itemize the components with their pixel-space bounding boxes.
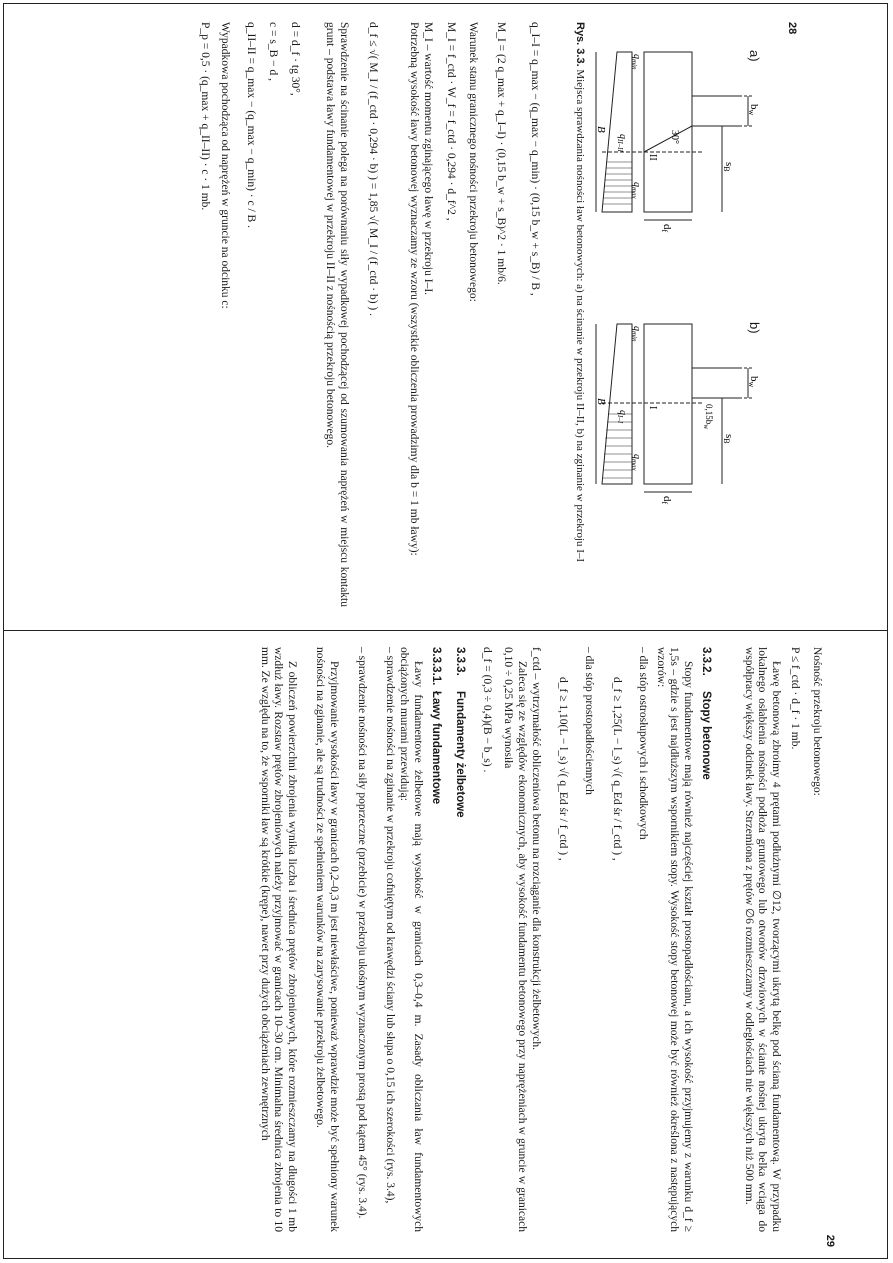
- text-pyramid-footings: – dla stóp ostrosłupowych i schodkowych: [637, 647, 649, 840]
- page-divider: [3, 630, 888, 631]
- page-29: [0, 632, 893, 1262]
- figure-caption: [573, 22, 586, 597]
- formula-df: d_f ≤ √( M_I / (f_ctd · 0,294 · b) ) = 1,85 √( M_I / (f_ctd · b) ) .: [367, 22, 379, 317]
- dim-B-a: B: [595, 126, 607, 133]
- figure-3-3: [592, 22, 762, 622]
- formula-q-II-II: q_II–II = q_max − (q_max − q_min) · c / B .: [245, 22, 257, 228]
- text-economic: Zaleca się ze względów ekonomicznych, aby wysokość fundamentu betonowego przy naprężeniach w gruncie w granicach 0,10 ÷ 0,25 MPa wynosiła: [502, 647, 528, 1232]
- formula-df-pyramid: d_f ≥ 1,25(L − l_s) √( q_Ed śr / f_ctd ) ,: [611, 677, 623, 861]
- heading-number: 3.3.3.: [454, 647, 466, 676]
- label-qI: $q_{I-I}$: [616, 410, 628, 424]
- dim-B-b: B: [595, 398, 607, 405]
- heading-3-3-3-1: [430, 647, 442, 804]
- formula-df-econ: d_f = (0,3 ÷ 0,4)(B − b_s) .: [481, 647, 493, 773]
- text-fctd-def: f_ctd – wytrzymałość obliczeniowa betonu na rozciąganie dla konstrukcji żelbetowych.: [530, 647, 542, 1050]
- dim-df-a: df: [660, 224, 673, 233]
- dim-sB-a: sB: [722, 162, 735, 172]
- formula-q-I-I: q_I–I = q_max − (q_max − q_min) · (0,15 b_w + s_B) / B ,: [529, 22, 541, 296]
- heading-number: 3.3.3.1.: [430, 647, 442, 686]
- caption-label: Rys. 3.3.: [574, 22, 586, 67]
- text-footings: Stopy fundamentowe mają również najczęściej kształt prostopadłościanu, a ich wysokość przyjmujemy z warunku d_f ≥ 1,5s – gdzie s jest najdłuższym wspornikiem stopy. Wysokość stopy betonowej może być również określona z następujących wzorów:: [654, 647, 694, 1232]
- text-height-range: Przyjmowanie wysokości ławy w granicach 0,2–0,3 m jest niewłaściwe, ponieważ wprawdzie może być spełniony warunek nośności na zginanie, ale są trudności ze spełnieniem warunków na zarysowanie przekroju żelbetowego.: [314, 647, 340, 1232]
- heading-title: Stopy betonowe: [700, 691, 712, 780]
- dim-bw-b: bw: [747, 376, 760, 388]
- list-item-shear: – sprawdzenie nośności na siły poprzeczne (przebicie) w przekroju ukośnym wyznaczonym prostą pod kątem 45° (rys. 3.4).: [356, 647, 368, 1219]
- text-limit-state: Warunek stanu granicznego nośności przekroju betonowego:: [467, 22, 479, 302]
- formula-P: P ≤ f_ctd · d_f · 1 mb.: [789, 647, 801, 750]
- label-qmax-a: $q_{max}$: [630, 182, 642, 199]
- dim-sB-b: sB: [722, 434, 735, 444]
- text-resultant: Wypadkowa pochodząca od naprężeń w gruncie na odcinku c:: [219, 22, 231, 309]
- formula-c: c = s_B − d ,: [267, 22, 279, 81]
- drawing-b: [596, 324, 752, 492]
- dim-015bw: $0,15b_w$: [702, 404, 714, 430]
- label-qmin-b: $q_{min}$: [630, 326, 642, 342]
- heading-number: 3.3.2.: [700, 647, 712, 676]
- angle-30: 30°: [669, 130, 680, 144]
- text-height-formula: Potrzebną wysokość ławy betonowej wyznaczamy ze wzoru (wszystkie obliczenia prowadzimy dla b = 1 mb ławy):: [408, 22, 420, 556]
- heading-3-3-2: [700, 647, 712, 780]
- caption-text: Miejsca sprawdzania nośności ław betonowych: a) na ścinanie w przekroju II–II, b) na zginanie w przekroju I–I: [574, 69, 586, 563]
- text-strip-footings: Ławy fundamentowe żelbetowe mają wysokość w granicach 0,3–0,4 m. Zasady obliczania ław fundamentowych obciążonych murami przewidują:: [398, 647, 424, 1232]
- formula-df-rect: d_f ≥ 1,10(L − l_s) √( q_Ed śr / f_ctd ) ,: [557, 677, 569, 861]
- page-28: [0, 0, 893, 630]
- figure-drawing: [592, 22, 762, 622]
- dim-bw-a: bw: [747, 104, 760, 116]
- text-concrete-capacity: Nośność przekroju betonowego:: [811, 647, 823, 796]
- text-reinforcement: Ławę betonową zbroimy 4 prętami podłużnymi ∅12, tworzącymi ukrytą belkę pod ścianą fundamentową. W przypadku lokalnego osłabienia nośności podłoża gruntowego lub otworów drzwiowych w ścianie nośnej ukryta belka wciąga do współpracy większy odcinek ławy. Strzemiona z prętów ∅6 rozmieszczamy w odległościach nie większych niż 500 mm.: [742, 647, 782, 1232]
- heading-title: Fundamenty żelbetowe: [454, 691, 466, 818]
- list-item-bending: – sprawdzenie nośności na zginanie w przekroju cofniętym od krawędzi ściany lub słupa o 0,15 ich szerokości (rys. 3.4),: [384, 647, 396, 1204]
- label-I: I: [647, 406, 658, 410]
- dim-df-b: df: [660, 496, 673, 505]
- text-reinforcement-area: Z obliczeń powierzchni zbrojenia wynika liczba i średnica prętów zbrojeniowych, które rozmieszczamy na długości 1 mb wzdłuż ławy. Rozstaw prętów zbrojeniowych należy przyjmować w granicach 10–30 cm. Minimalna średnica zbrojenia to 10 mm. Ze względu na to, że wsporniki ław są krótkie (krępe), nawet przy dużych obciążeniach zewnętrznych: [258, 647, 298, 1232]
- figure-label-a: a): [747, 50, 762, 62]
- label-II: II: [647, 154, 658, 161]
- text-shear-check: Sprawdzenie na ścinanie polega na porównaniu siły wypadkowej pochodzącej od szumowania naprężeń w miejscu kontaktu grunt – podstawa ławy fundamentowej w przekroju II–II z nośnością przekroju betonowego.: [324, 22, 350, 607]
- text-moment-def: M_I – wartość momentu zginającego ławę w przekroju I–I.: [422, 22, 434, 296]
- figure-label-b: b): [747, 322, 762, 334]
- page-number: 29: [824, 1234, 836, 1247]
- formula-M-I-fctd: M_I = f_ctd · W_f = f_ctd · 0,294 · d_f^2 ,: [445, 22, 457, 221]
- heading-3-3-3: [454, 647, 466, 818]
- formula-Pp: P_p = 0,5 · (q_max + q_II–II) · c · 1 mb.: [199, 22, 211, 211]
- text-rect-footings: – dla stóp prostopadłościennych: [583, 647, 595, 795]
- formula-d: d = d_f · tg 30°,: [289, 22, 301, 96]
- label-qmax-b: $q_{max}$: [630, 454, 642, 471]
- formula-M-I: M_I = (2 q_max + q_I–I) · (0,15 b_w + s_B)^2 · 1 mb/6.: [495, 22, 507, 285]
- heading-title: Ławy fundamentowe: [430, 691, 442, 805]
- label-qII: $q_{II-II}$: [616, 134, 628, 152]
- label-qmin-a: $q_{min}$: [630, 54, 642, 70]
- page-number: 28: [786, 22, 798, 35]
